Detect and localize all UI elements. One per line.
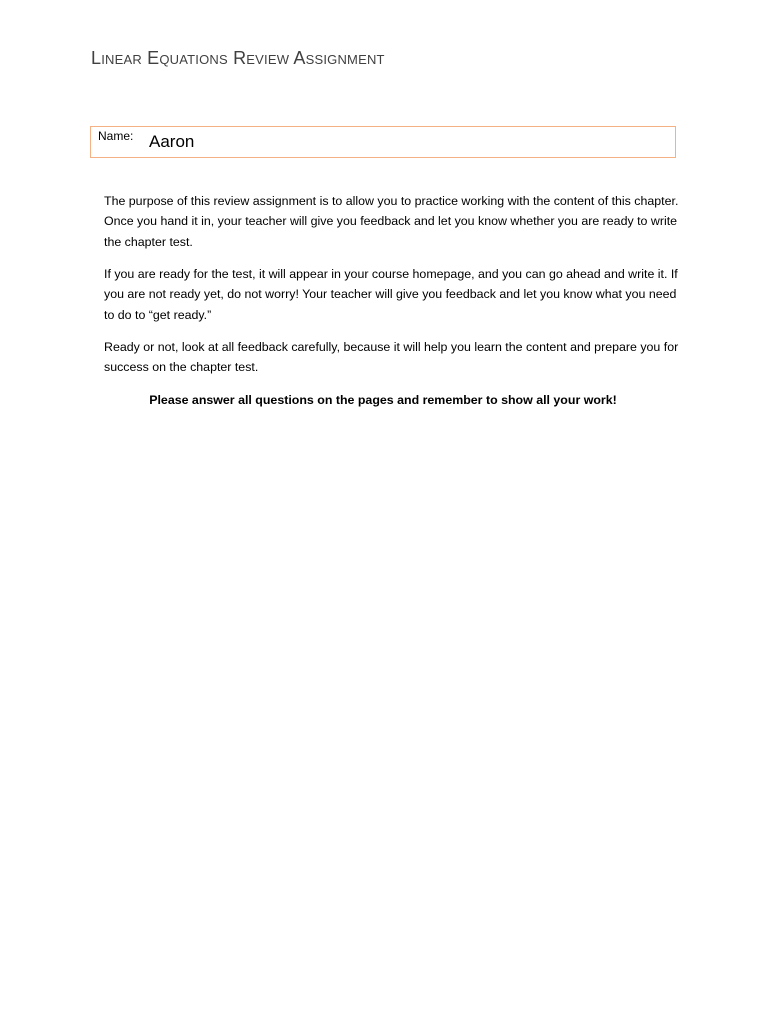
- instruction-text: Please answer all questions on the pages and remember to show all your work!: [149, 393, 617, 407]
- name-field-box[interactable]: [90, 126, 676, 158]
- name-field-value[interactable]: Aaron: [149, 132, 195, 151]
- intro-paragraph-purpose: The purpose of this review assignment is to allow you to practice working with the content of this chapter. Once you hand it in, your teacher will give you feedback and let you know whether you are ready to write the chapter test.: [104, 194, 679, 249]
- name-field-label: Name:: [98, 129, 134, 143]
- intro-paragraph-ready: If you are ready for the test, it will appear in your course homepage, and you can go ahead and write it. If you are not ready yet, do not worry! Your teacher will give you feedback and let you know what you need to do to “get ready.”: [104, 267, 678, 322]
- intro-paragraph-feedback: Ready or not, look at all feedback carefully, because it will help you learn the content and prepare you for success on the chapter test.: [104, 340, 679, 375]
- page-title: Linear Equations Review Assignment: [91, 48, 385, 68]
